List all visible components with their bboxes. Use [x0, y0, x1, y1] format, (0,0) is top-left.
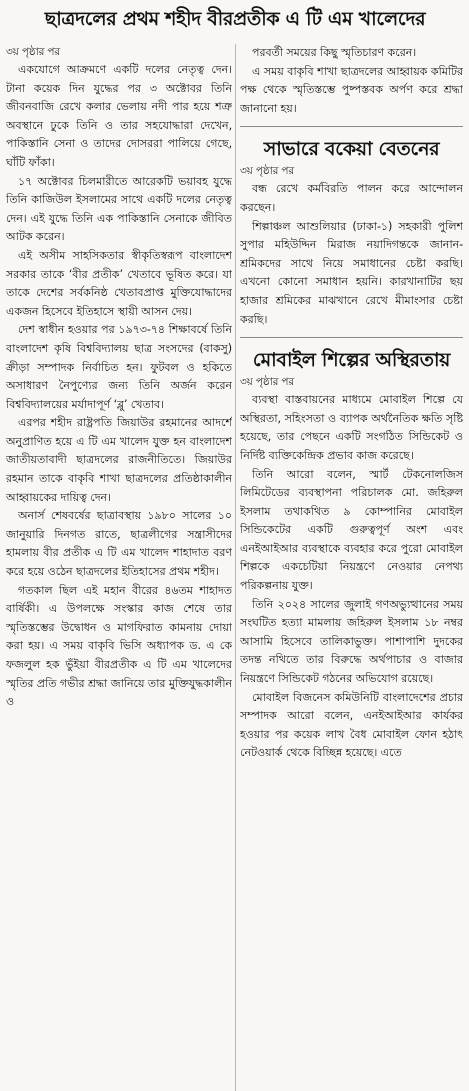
article-paragraph: এ সময় বাকৃবি শাখা ছাত্রদলের আহ্বায়ক কমিটির পক্ষ থেকে স্মৃতিস্তম্ভে পুষ্পস্তবক অর্পণ করে শ্রদ্ধা জানানো হয়। — [240, 64, 463, 115]
continued-from-label: ৩য় পৃষ্ঠার পর — [240, 165, 295, 178]
article-paragraph: শিল্পাঞ্চল আশুলিয়ার (ঢাকা-১) সহকারী পুলিশ সুপার মহিউদ্দিন মিরাজ নয়াদিগন্তকে জানান-শ্রমিকদের সাথে নিয়ে সমাধানের চেষ্টা করছি। এখনো কোনো সমাধান হয়নি। কারখানাটির ছয় হাজার শ্রমিকের মাঝখানে রেখে মীমাংসার চেষ্টা করছি। — [240, 219, 463, 326]
column-divider — [235, 44, 236, 1091]
article-paragraph: পরবর্তী সময়ের কিছু স্মৃতিচারণ করেন। — [252, 46, 417, 59]
article-paragraph: দেশ স্বাধীন হওয়ার পর ১৯৭৩-৭৪ শিক্ষাবর্ষে তিনি বাংলাদেশ কৃষি বিশ্ববিদ্যালয় ছাত্র সংসদের (বাকসু) ক্রীড়া সম্পাদক নির্বাচিত হন। ফুটবল ও হকিতে অসাধারণ নৈপুণ্যের জন্য তিনি অর্জন করেন বিশ্ববিদ্যালয়ের মর্যাদাপূর্ণ ‘ব্লু’ খেতাব। — [6, 323, 232, 411]
article-paragraph: অনার্স শেষবর্ষের ছাত্রাবস্থায় ১৯৮০ সালের ১০ জানুয়ারি দিনগত রাতে, ছাত্রলীগের সন্ত্রাসীদের হামলায় বীর প্রতীক এ টি এম খালেদ শাহাদাত বরণ করে হয়ে ওঠেন ছাত্রদলের ইতিহাসের প্রথম শহীদ। — [6, 509, 232, 579]
page-headline: ছাত্রদলের প্রথম শহীদ বীরপ্রতীক এ টি এম খালেদের — [44, 8, 426, 30]
story-savar — [240, 135, 463, 329]
article-paragraph: বন্ধ রেখে কর্মবিরতি পালন করে আন্দোলন করছেন। — [240, 182, 463, 214]
article-paragraph: মোবাইল বিজনেস কমিউনিটি বাংলাদেশের প্রচার সম্পাদক আরো বলেন, এনইআইআর কার্যকর হওয়ার পর কয়েক লাখ বৈধ মোবাইল ফোন হঠাৎ নেটওয়ার্ক থেকে বিচ্ছিন্ন হয়েছে। এতে — [240, 690, 463, 760]
continued-from-label: ৩য় পৃষ্ঠার পর — [240, 376, 295, 389]
story-headline: সাভারে বকেয়া বেতনের — [263, 138, 440, 161]
story-mobile-industry — [240, 346, 463, 763]
article-paragraph: এরপর শহীদ রাষ্ট্রপতি জিয়াউর রহমানের আদর্শে অনুপ্রাণিত হয়ে এ টি এম খালেদ যুক্ত হন বাংলাদেশ জাতীয়তাবাদী ছাত্রদলের রাজনীতিতে। জিয়াউর রহমান তাকে বাকৃবি শাখা ছাত্রদলের প্রতিষ্ঠাকালীন আহ্বায়কের দায়িত্ব দেন। — [6, 416, 232, 504]
article-paragraph: ব্যবস্থা বাস্তবায়নের মাধ্যমে মোবাইল শিল্পে যে অস্থিরতা, সহিংসতা ও ব্যাপক অর্থনৈতিক ক্ষতি সৃষ্টি হয়েছে, তার পেছনে একটি সংগঠিত সিন্ডিকেট ও নির্দিষ্ট ব্যক্তিকেন্দ্রিক প্রভাব কাজ করেছে। — [240, 393, 463, 462]
article-paragraph: তিনি ২০২৪ সালের জুলাই গণঅভ্যুত্থানের সময় সংঘটিত হত্যা মামলায় জহিরুল ইসলাম ১৮ নম্বর আসামি হিসেবে তালিকাভুক্ত। পাশাপাশি দুদকের তদন্ত নথিতে তার বিরুদ্ধে অর্থপাচার ও বাজার নিয়ন্ত্রণে সিন্ডিকেট গঠনের অভিযোগ রয়েছে। — [240, 597, 463, 686]
story-divider — [240, 337, 463, 338]
continued-from-label: ৩য় পৃষ্ঠার পর — [6, 46, 61, 58]
article-paragraph: তিনি আরো বলেন, স্মার্ট টেকনোলজিস লিমিটেডের ব্যবস্থাপনা পরিচালক মো. জহিরুল ইসলাম তথাকথিত ৯ কোম্পানির মোবাইল সিন্ডিকেটের একটি গুরুত্বপূর্ণ অংশ এবং এনইআইআর ব্যবস্থাকে ব্যবহার করে পুরো মোবাইল শিল্পকে একচেটিয়া নিয়ন্ত্রণে নেওয়ার নেপথ্য পরিকল্পনায় যুক্ত। — [240, 467, 463, 593]
right-column — [240, 44, 463, 1091]
story-divider — [240, 126, 463, 127]
story1-continuation — [240, 44, 463, 118]
article-paragraph: ১৭ অক্টোবর চিলমারীতে আরেকটি ভয়াবহ যুদ্ধে তিনি কাজিউল ইসলামের সাথে একটি দলের নেতৃত্ব দেন। এই যুদ্ধে তিনি এক পাকিস্তানি সেনাকে জীবিত আটক করেন। — [6, 174, 232, 244]
article-paragraph: গতকাল ছিল এই মহান বীরের ৪৬তম শাহাদত বার্ষিকী। এ উপলক্ষে সংস্কার কাজ শেষে তার স্মৃতিস্তম্ভের উদ্বোধন ও মাগফিরাত কামনায় দোয়া করা হয়। এ সময় বাকৃবি ভিসি অধ্যাপক ড. এ কে ফজলুল হক ভুঁইয়া বীরপ্রতীক এ টি এম খালেদের স্মৃতির প্রতি গভীর শ্রদ্ধা জানিয়ে তার মুক্তিযুদ্ধকালীন ও — [6, 583, 232, 709]
article-paragraph: একযোগে আক্রমণে একটি দলের নেতৃত্ব দেন। টানা কয়েক দিন যুদ্ধের পর ৩ অক্টোবর তিনি জীবনবাজি রেখে কলার ভেলায় নদী পার হয়ে শত্রু অবস্থানে ঢুকে তিনি ও তার সহযোদ্ধারা দেখেন, পাকিস্তানি সেনা ও তাদের দোসররা পালিয়ে গেছে, ঘাঁটি ফাঁকা। — [6, 63, 232, 169]
article-paragraph: এই অসীম সাহসিকতার স্বীকৃতিস্বরূপ বাংলাদেশ সরকার তাকে ‘বীর প্রতীক’ খেতাবে ভূষিত করে। যা তাকে দেশের সর্বকনিষ্ঠ খেতাবপ্রাপ্ত মুক্তিযোদ্ধাদের একজন হিসেবে ইতিহাসে স্থায়ী আসন দেয়। — [6, 248, 232, 318]
story-headline: মোবাইল শিল্পের অস্থিরতায় — [252, 349, 451, 372]
left-column — [6, 44, 232, 1091]
